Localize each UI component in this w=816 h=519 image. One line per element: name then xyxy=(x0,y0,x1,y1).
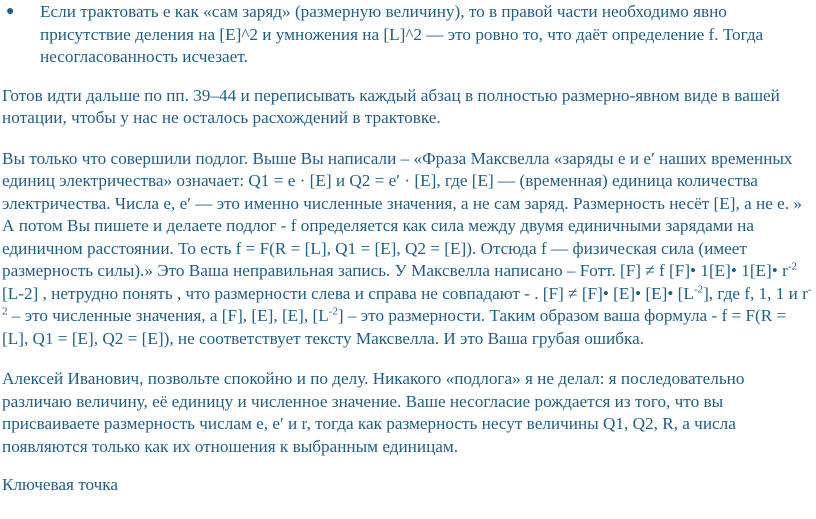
paragraph-continue-offer: Готов идти дальше по пп. 39–44 и переписывать каждый абзац в полностью размерно-явном виде в вашей нотации, чтобы у нас не осталось расхождений в трактовке. xyxy=(2,85,780,127)
bullet-list xyxy=(2,1,814,69)
superscript-exponent: -2 xyxy=(787,260,797,273)
superscript-exponent: -2 xyxy=(2,282,812,318)
bullet-dot-icon: ● xyxy=(6,4,15,19)
objection-text-d: – это численные значения, а [F], [E], [E], [L xyxy=(7,306,329,325)
paragraph-key-point: Ключевая точка xyxy=(2,475,119,494)
paragraph-objection xyxy=(2,148,814,351)
bullet-text: Если трактовать e как «сам заряд» (размерную величину), то в правой части необходимо явно присутствие деления на [E]^2 и умножения на [L]^2 — это ровно то, что даёт определение f. Тогда несогласованность исчезает. xyxy=(40,2,764,66)
superscript-exponent: -2 xyxy=(328,305,338,318)
objection-text-e: ] – это размерности. Таким образом ваша формула - f = F(R = [L], Q1 = [E], Q2 = [E]), не соответствует тексту Максвелла. И это Ваша грубая ошибка. xyxy=(2,306,787,348)
objection-text-c: ], где f, 1, 1 и r xyxy=(703,283,808,303)
bullet-item xyxy=(2,1,814,69)
objection-text-a: Вы только что совершили подлог. Выше Вы написали – «Фраза Максвелла «заряды e и e′ наших временных единиц электричества» означает: Q1 = e · [E] и Q2 = e′ · [E], где [E] — (временная) единица количества электричества. Числа e, e′ — это именно численные значения, а не сам заряд. Размерность несёт [E], а не e. » А потом Вы пишете и делаете подлог - f определяется как сила между двумя единичными зарядами на единичном расстоянии. То есть f = F(R = [L], Q1 = [E], Q2 = [E]). Отсюда f — физическая сила (имеет размерность силы).» Это Ваша неправильная запись. У Максвелла написано – Fотт. [F] ≠ f [F]• 1[E]• 1[E]• r xyxy=(2,148,802,280)
superscript-exponent: -2 xyxy=(693,282,704,295)
paragraph-reply: Алексей Иванович, позвольте спокойно и по делу. Никакого «подлога» я не делал: я последовательно различаю величину, её единицу и численное значение. Ваше несогласие рождается из того, что вы присваиваете размерность числам e, e′ и r, тогда как размерность несут величины Q1, Q2, R, а числа появляются только как их отношения к выбранным единицам. xyxy=(2,369,745,456)
document-body xyxy=(2,1,814,497)
objection-text-b: [L-2] , нетрудно понять , что размерности слева и справа не совпадают - . [F] ≠ [F]• [E]• [E]• [L xyxy=(2,283,694,303)
